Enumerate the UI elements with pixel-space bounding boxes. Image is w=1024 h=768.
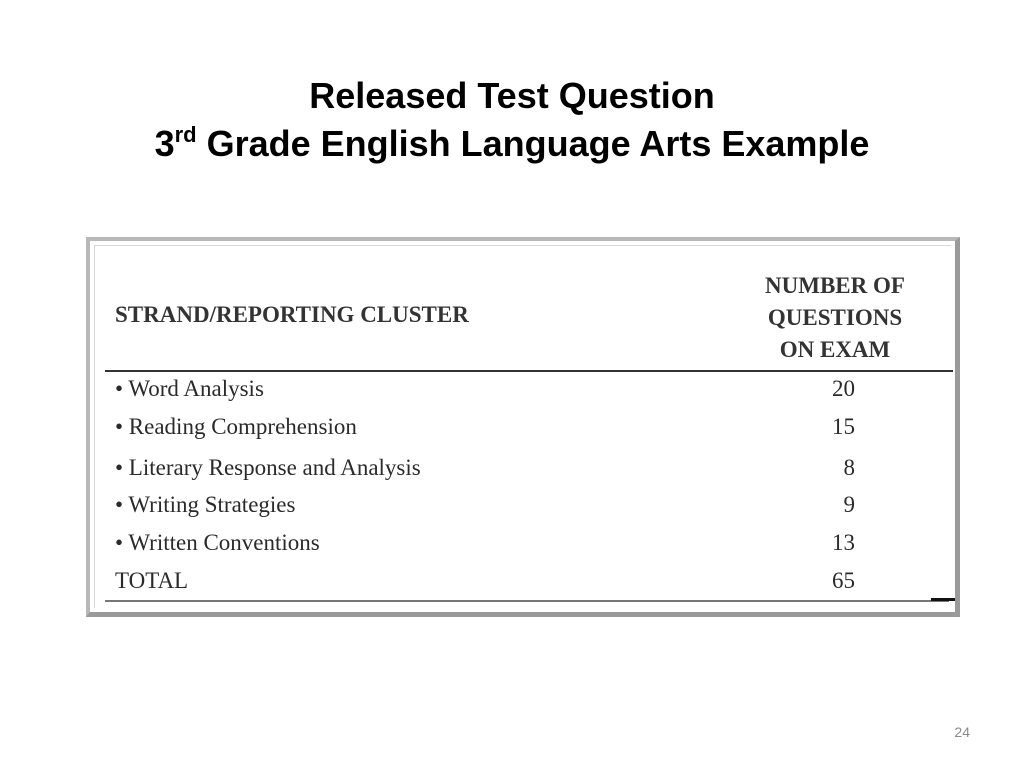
row-value-literary-response: 8 xyxy=(843,455,855,480)
row-value-total: 65 xyxy=(832,568,855,593)
row-label-reading-comprehension: • Reading Comprehension xyxy=(115,414,357,439)
title-grade-superscript: rd xyxy=(174,122,197,147)
header-strand-cluster: STRAND/REPORTING CLUSTER xyxy=(115,302,469,327)
row-value-written-conventions: 13 xyxy=(832,530,855,555)
row-label-literary-response: • Literary Response and Analysis xyxy=(115,455,421,480)
header-line: QUESTIONS xyxy=(767,305,903,330)
title-grade-rest: Grade English Language Arts Example xyxy=(196,123,870,164)
header-line: ON EXAM xyxy=(779,337,891,362)
row-label-word-analysis: • Word Analysis xyxy=(115,376,264,401)
row-value-reading-comprehension: 15 xyxy=(832,414,855,439)
row-label-total: TOTAL xyxy=(115,568,189,593)
header-divider xyxy=(105,370,953,372)
row-value-writing-strategies: 9 xyxy=(843,492,855,517)
table-bottom-mark xyxy=(931,598,955,601)
row-value-word-analysis: 20 xyxy=(832,376,855,401)
title-grade-number: 3 xyxy=(154,123,175,164)
header-line: NUMBER OF xyxy=(765,273,905,298)
title-line-2 xyxy=(0,120,1024,173)
slide-title xyxy=(0,72,1024,173)
strand-table-image xyxy=(86,237,960,617)
row-label-writing-strategies: • Writing Strategies xyxy=(115,492,296,517)
page-number: 24 xyxy=(954,724,970,740)
table-bottom-rule xyxy=(105,600,949,602)
header-number-of-questions xyxy=(735,270,935,366)
row-label-written-conventions: • Written Conventions xyxy=(115,530,320,555)
strand-table xyxy=(94,245,951,608)
title-line-1: Released Test Question xyxy=(309,75,715,116)
